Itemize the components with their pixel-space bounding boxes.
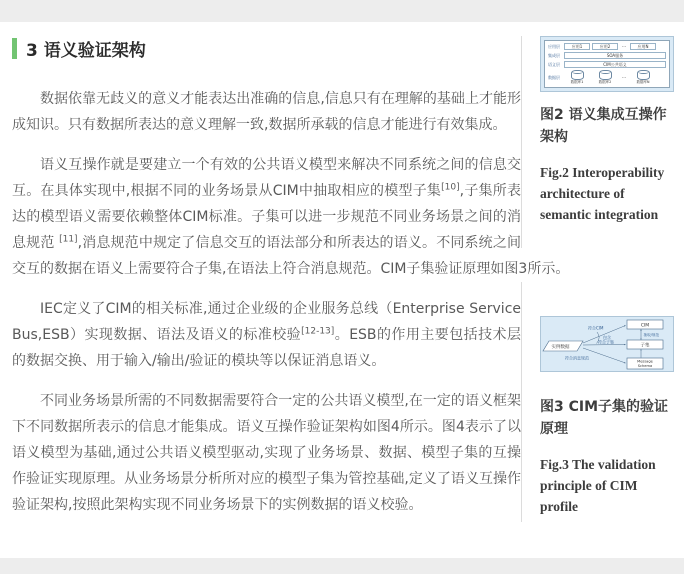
arrow-label-conform-message: 符合消息规范	[565, 355, 589, 361]
arrow-to-message-schema	[583, 348, 626, 363]
paragraph-2: 语义互操作就是要建立一个有效的公共语义模型来解决不同系统之间的信息交互。在具体实现中,根据不同的业务场景从CIM中抽取相应的模型子集[10],子集所表达的模型语义需要依赖整体CIM标准。子集可以进一步规范不同业务场景之间的消息规范 [11],消息规范中规定了信息交互的语法部分和所表达的语义。不同系统之间交互的数据在语义上需要符合子集,在语法上符合消息规范。CIM子集验证原理如图3所示。	[12, 157, 570, 277]
citation-superscript: [12-13]	[301, 326, 335, 337]
app-box: 应用N	[630, 43, 656, 50]
page-top-margin	[0, 0, 684, 22]
figure2-app-layer-row	[548, 43, 666, 50]
citation-superscript: [11]	[59, 234, 78, 245]
semantic-box: CIM公共语义	[564, 61, 666, 68]
message-schema-label-2: Schema	[637, 364, 653, 369]
figure3-caption-en: Fig.3 The validation principle of CIM profile	[540, 457, 656, 514]
ellipsis: …	[621, 43, 627, 49]
figure3-block	[521, 282, 676, 522]
arrow-label-include: 包含	[603, 335, 611, 340]
figure2-caption-zh: 图2 语义集成互操作架构	[540, 107, 667, 145]
paragraph-4: 不同业务场景所需的不同数据需要符合一定的公共语义模型,在一定的语义框架下不同数据所表示的信息才能集成。语义互操作验证架构如图4所示。图4表示了以语义模型为基础,通过公共语义模型驱动,实现了业务场景、数据、模型子集的互操作验证实现原理。从业务场景分析所对应的模型子集为管控基础,定义了语义互操作验证架构,按照此架构实现不同业务场景下的实例数据的语义校验。	[12, 393, 521, 513]
figure3-caption-zh: 图3 CIM子集的验证原理	[540, 399, 669, 437]
section-title-text: 3 语义验证架构	[26, 40, 146, 61]
citation-superscript: [10]	[441, 182, 460, 193]
database-item: 数据库N	[630, 70, 656, 85]
arrow-label-conform-profile: 符合子集	[598, 339, 614, 345]
paragraph-3: IEC定义了CIM的相关标准,通过企业级的企业服务总线（Enterprise Service Bus,ESB）实现数据、语法及语义的标准校验[12-13]。ESB的作用主要包括技术层的数据交换、用于输入/输出/验证的模块等以保证消息语义。	[12, 301, 521, 369]
database-icon	[571, 70, 584, 80]
ellipsis: …	[621, 74, 627, 81]
layer-label: 集成层	[548, 52, 560, 58]
side-label-extract-normalize: 抽取/规范	[643, 333, 660, 337]
figure2-service-layer-row	[548, 52, 666, 59]
layer-label: 语义层	[548, 61, 560, 67]
section-heading	[12, 36, 521, 60]
article-content	[0, 22, 684, 558]
instance-data-label: 实例数据	[551, 344, 570, 350]
figure2-diagram	[540, 36, 674, 92]
figure2-diagram-inner	[544, 40, 670, 88]
figure2-caption-en: Fig.2 Interoperability architecture of semantic integration	[540, 165, 665, 222]
service-box: SOA服务	[564, 52, 666, 59]
database-item: 数据库2	[592, 70, 618, 85]
paragraph-1: 数据依靠无歧义的意义才能表达出准确的信息,信息只有在理解的基础上才能形成知识。只有数据所表达的意义理解一致,数据所承载的信息才能进行有效集成。	[12, 91, 521, 133]
figure2-block	[521, 36, 676, 248]
layer-label: 应用层	[548, 43, 560, 49]
figure2-data-layer-row	[548, 70, 666, 85]
arrow-label-conform-cim: 符合CIM	[588, 325, 604, 331]
page-bottom-margin	[0, 558, 684, 574]
cim-label: CIM	[640, 323, 650, 329]
figure2-semantic-layer-row	[548, 61, 666, 68]
app-box: 应用1	[564, 43, 590, 50]
profile-label: 子集	[640, 343, 650, 349]
app-box: 应用2	[592, 43, 618, 50]
database-icon	[637, 70, 650, 80]
message-schema-label-1: Message	[637, 359, 653, 364]
figure3-svg	[541, 317, 673, 371]
layer-label: 数据层	[548, 74, 560, 80]
section-accent-bar	[12, 38, 17, 59]
database-icon	[599, 70, 612, 80]
figure3-diagram	[540, 316, 674, 372]
database-item: 数据库1	[564, 70, 590, 85]
